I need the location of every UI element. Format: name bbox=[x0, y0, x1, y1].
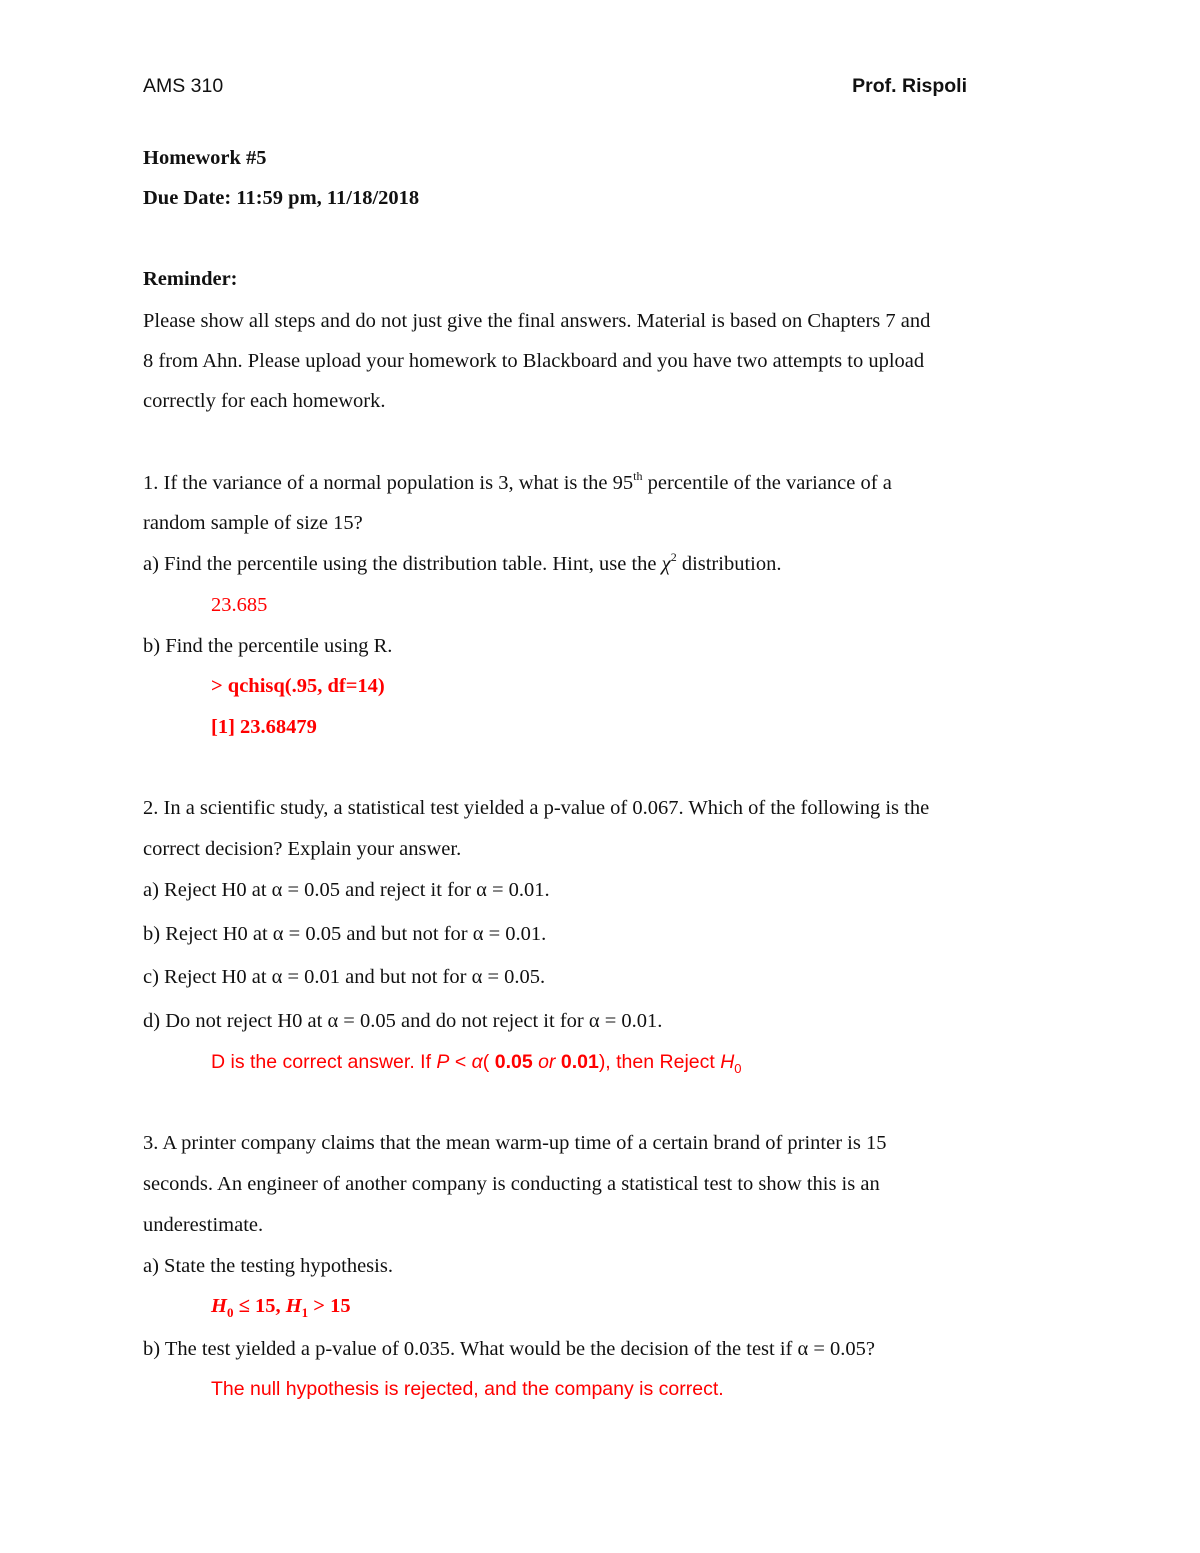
q2-option-a: a) Reject H0 at α = 0.05 and reject it for α = 0.01. bbox=[143, 879, 550, 901]
homework-title: Homework #5 bbox=[143, 147, 267, 169]
q2-answer-value-1: 0.05 bbox=[494, 1051, 533, 1073]
q1-part-a-post: distribution. bbox=[676, 553, 782, 575]
q3-h1-subscript: 1 bbox=[301, 1305, 309, 1320]
due-date: Due Date: 11:59 pm, 11/18/2018 bbox=[143, 187, 420, 209]
q1-part-b: b) Find the percentile using R. bbox=[143, 635, 393, 657]
q2-line-2: correct decision? Explain your answer. bbox=[143, 838, 462, 860]
q2-answer-p: P bbox=[436, 1051, 450, 1073]
q2-option-b: b) Reject H0 at α = 0.05 and but not for α = 0.01. bbox=[143, 923, 547, 945]
q1-part-a-pre: a) Find the percentile using the distribution table. Hint, use the bbox=[143, 553, 662, 575]
q2-line-1: 2. In a scientific study, a statistical test yielded a p-value of 0.067. Which of the following is the bbox=[143, 797, 930, 819]
q1-line-1-superscript: th bbox=[633, 469, 643, 483]
q2-answer-alpha: α bbox=[471, 1051, 483, 1073]
reminder-line-3: correctly for each homework. bbox=[143, 390, 386, 412]
q3-line-2: seconds. An engineer of another company is conducting a statistical test to show this is an bbox=[143, 1173, 880, 1195]
q2-answer-value-2: 0.01 bbox=[560, 1051, 599, 1073]
q3-part-b: b) The test yielded a p-value of 0.035. What would be the decision of the test if α = 0.05? bbox=[143, 1338, 876, 1360]
q2-answer-h-subscript: 0 bbox=[734, 1061, 742, 1076]
chi-superscript: 2 bbox=[670, 550, 677, 564]
q2-answer bbox=[211, 1051, 742, 1076]
q1-part-b-answer-output: [1] 23.68479 bbox=[211, 716, 317, 738]
q3-line-3: underestimate. bbox=[143, 1214, 264, 1236]
q1-part-b-answer-command: > qchisq(.95, df=14) bbox=[211, 675, 385, 697]
q3-h1: H bbox=[285, 1295, 302, 1317]
q3-gt: > 15 bbox=[308, 1295, 351, 1317]
q2-answer-lt: < bbox=[449, 1051, 472, 1073]
q2-option-c: c) Reject H0 at α = 0.01 and but not for α = 0.05. bbox=[143, 966, 546, 988]
chi-symbol: χ bbox=[661, 553, 671, 575]
q3-part-a: a) State the testing hypothesis. bbox=[143, 1255, 393, 1277]
q1-part-a bbox=[143, 550, 782, 575]
q2-answer-close: ), then Reject bbox=[598, 1051, 721, 1073]
q1-line-2: random sample of size 15? bbox=[143, 512, 363, 534]
reminder-heading: Reminder: bbox=[143, 268, 238, 290]
q1-line-1-pre: 1. If the variance of a normal population is 3, what is the 95 bbox=[143, 472, 634, 494]
q1-line-1 bbox=[143, 469, 892, 494]
q1-line-1-post: percentile of the variance of a bbox=[642, 472, 892, 494]
q2-answer-pre: D is the correct answer. If bbox=[211, 1051, 437, 1073]
q2-answer-open: ( bbox=[482, 1051, 495, 1073]
q1-part-a-answer: 23.685 bbox=[211, 594, 268, 616]
q2-answer-or: or bbox=[532, 1051, 561, 1073]
course-code: AMS 310 bbox=[143, 75, 224, 97]
q3-line-1: 3. A printer company claims that the mean warm-up time of a certain brand of printer is 15 bbox=[143, 1132, 887, 1154]
q2-answer-h: H bbox=[720, 1051, 735, 1073]
q3-part-a-answer bbox=[211, 1295, 351, 1320]
reminder-line-1: Please show all steps and do not just give the final answers. Material is based on Chapters 7 and bbox=[143, 310, 931, 332]
q3-h0-subscript: 0 bbox=[226, 1305, 234, 1320]
q2-option-d: d) Do not reject H0 at α = 0.05 and do not reject it for α = 0.01. bbox=[143, 1010, 663, 1032]
q3-h0: H bbox=[211, 1295, 227, 1317]
professor-name: Prof. Rispoli bbox=[852, 75, 967, 97]
q3-part-b-answer: The null hypothesis is rejected, and the company is correct. bbox=[211, 1378, 724, 1400]
reminder-line-2: 8 from Ahn. Please upload your homework to Blackboard and you have two attempts to upload bbox=[143, 350, 925, 372]
q3-le: ≤ 15, bbox=[233, 1295, 286, 1317]
